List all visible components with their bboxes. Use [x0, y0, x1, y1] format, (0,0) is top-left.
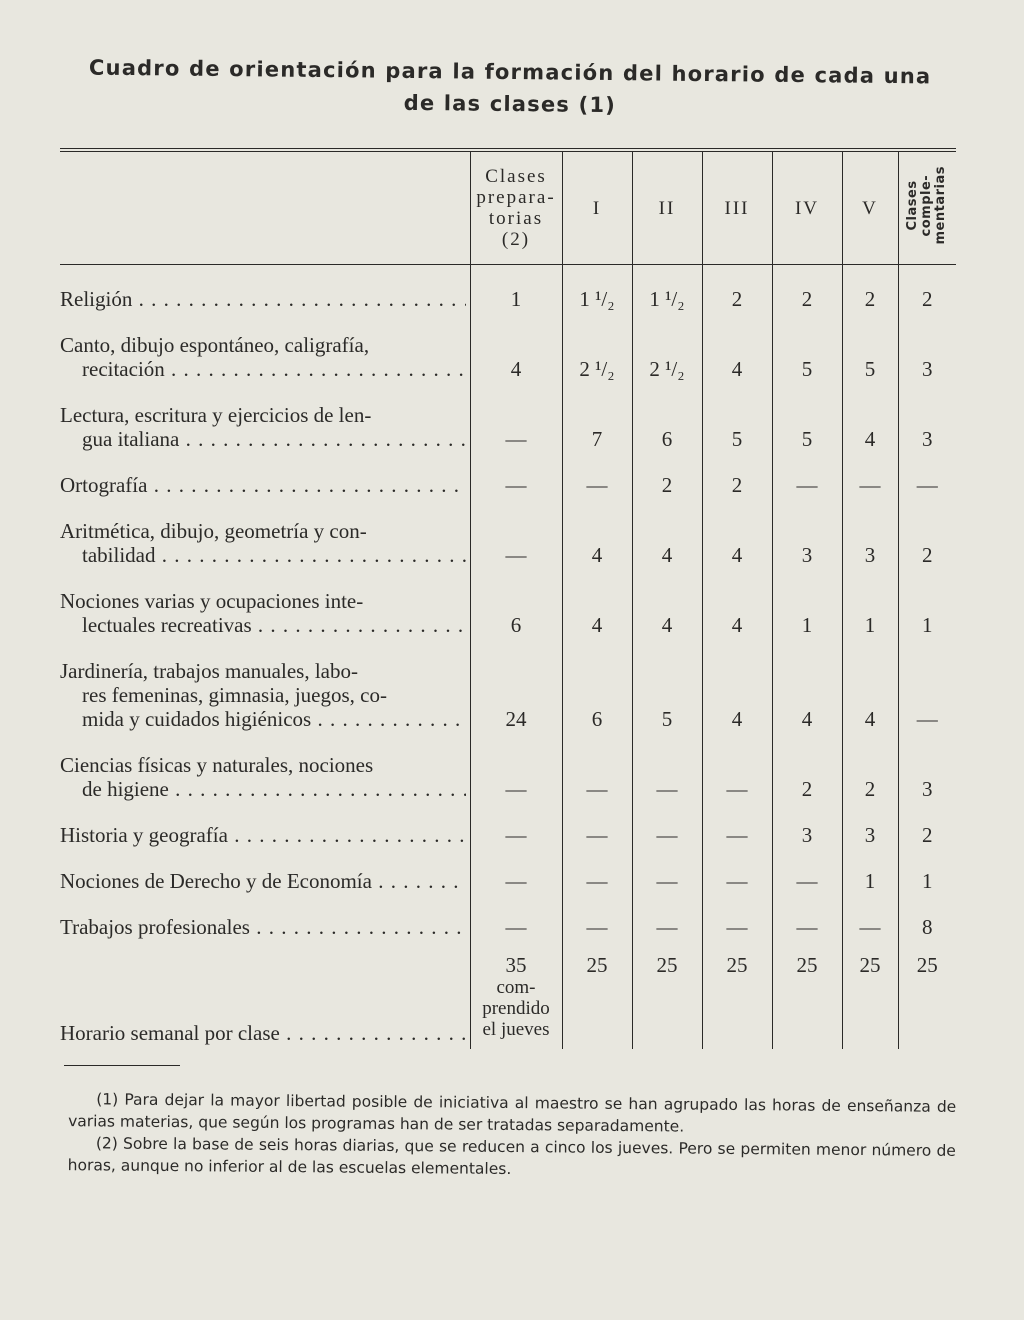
value-class-v: 25 [842, 943, 898, 1049]
value-class-ii: 5 [632, 641, 702, 735]
value-prep: — [470, 805, 562, 851]
value-class-iv: — [772, 455, 842, 501]
header-class-iii: III [702, 150, 772, 265]
subject-text: gua italiana . . . [60, 427, 466, 451]
table-row [60, 805, 956, 851]
table-row [60, 735, 956, 805]
value-complementarias: 8 [898, 897, 956, 943]
title-line-1: Cuadro de orientación para la formación del horario de cada una [88, 55, 932, 89]
value-class-iv: 3 [772, 805, 842, 851]
subject-text: de higiene . . . [60, 777, 466, 801]
value-class-iii: 4 [702, 501, 772, 571]
subject-cell [60, 641, 470, 735]
value-complementarias: — [898, 641, 956, 735]
value-prep: — [470, 455, 562, 501]
value-class-ii: 6 [632, 385, 702, 455]
value-complementarias: 3 [898, 385, 956, 455]
value-complementarias: 25 [898, 943, 956, 1049]
value-class-ii: 1 ¹/₂ [632, 265, 702, 316]
table-body [60, 265, 956, 1050]
value-prep: — [470, 735, 562, 805]
value-prep: — [470, 501, 562, 571]
value-class-ii: 2 ¹/₂ [632, 315, 702, 385]
value-class-v: 1 [842, 851, 898, 897]
subject-cell [60, 315, 470, 385]
value-class-ii: — [632, 805, 702, 851]
value-class-iii: 4 [702, 571, 772, 641]
value-class-i: — [562, 851, 632, 897]
value-prep: 6 [470, 571, 562, 641]
value-complementarias: 3 [898, 735, 956, 805]
header-row [60, 150, 956, 265]
value-class-v: 2 [842, 735, 898, 805]
subject-text: Horario semanal por clase . . . [60, 1021, 466, 1045]
subject-cell [60, 851, 470, 897]
value-class-i: 1 ¹/₂ [562, 265, 632, 316]
table-row [60, 315, 956, 385]
value-class-i: — [562, 735, 632, 805]
schedule-table-container [60, 148, 956, 1048]
header-class-i: I [562, 150, 632, 265]
table-row [60, 571, 956, 641]
value-class-iv: — [772, 897, 842, 943]
subject-text: Nociones varias y ocupaciones inte- [60, 589, 364, 613]
value-complementarias: 3 [898, 315, 956, 385]
value-class-iv: — [772, 851, 842, 897]
value-complementarias: 2 [898, 265, 956, 316]
subject-cell [60, 943, 470, 1049]
subject-text: Religión . . . [60, 287, 466, 311]
value-class-v: 1 [842, 571, 898, 641]
value-class-i: 2 ¹/₂ [562, 315, 632, 385]
subject-text: Canto, dibujo espontáneo, caligrafía, [60, 333, 370, 357]
value-class-v: 3 [842, 805, 898, 851]
subject-cell [60, 455, 470, 501]
note-line: com- [496, 977, 536, 998]
value-class-iii: — [702, 851, 772, 897]
value-class-i: 7 [562, 385, 632, 455]
value-prep: 4 [470, 315, 562, 385]
value-complementarias: 2 [898, 501, 956, 571]
value-class-ii: — [632, 897, 702, 943]
header-complementarias: Clases comple- mentarias [898, 150, 956, 265]
subject-text: res femeninas, gimnasia, juegos, co- [82, 683, 387, 707]
value-prep: 1 [470, 265, 562, 316]
value-class-i: — [562, 897, 632, 943]
value-class-ii: 2 [632, 455, 702, 501]
note-line: el jueves [482, 1019, 550, 1040]
value-class-iii: 2 [702, 455, 772, 501]
value-class-iv: 2 [772, 265, 842, 316]
subject-text: Trabajos profesionales . . . [60, 915, 466, 939]
subject-text: tabilidad . . . [60, 543, 466, 567]
value-class-iii: 4 [702, 315, 772, 385]
subject-cell [60, 571, 470, 641]
value-class-v: 2 [842, 265, 898, 316]
footnote-1: (1) Para dejar la mayor libertad posible de iniciativa al maestro se han agrupado las horas de enseñanza de varias materias, que según los programas han de ser tratadas separadamente. [68, 1090, 957, 1136]
subject-cell [60, 385, 470, 455]
value-class-ii: — [632, 851, 702, 897]
subject-header [60, 150, 470, 265]
table-row [60, 455, 956, 501]
value-class-iii: 25 [702, 943, 772, 1049]
value-class-v: 4 [842, 385, 898, 455]
schedule-table [60, 148, 956, 1049]
value-class-v: 4 [842, 641, 898, 735]
value-class-iv: 25 [772, 943, 842, 1049]
value-class-i: 6 [562, 641, 632, 735]
subject-text: recitación . . . [60, 357, 466, 381]
value-class-iv: 2 [772, 735, 842, 805]
subject-cell [60, 805, 470, 851]
table-row [60, 501, 956, 571]
value-class-iii: — [702, 897, 772, 943]
value-complementarias: 2 [898, 805, 956, 851]
value-class-iv: 1 [772, 571, 842, 641]
value-class-iii: — [702, 735, 772, 805]
value-class-iii: 4 [702, 641, 772, 735]
value-class-iv: 5 [772, 385, 842, 455]
value-class-iii: 5 [702, 385, 772, 455]
header-class-ii: II [632, 150, 702, 265]
value-class-i: 4 [562, 571, 632, 641]
footnotes [68, 1088, 957, 1184]
value-class-ii: 4 [632, 501, 702, 571]
value-class-i: 25 [562, 943, 632, 1049]
value-class-v: 3 [842, 501, 898, 571]
subject-text: Historia y geografía . . . [60, 823, 466, 847]
value-class-iv: 4 [772, 641, 842, 735]
subject-text: Lectura, escritura y ejercicios de len- [60, 403, 372, 427]
table-row [60, 897, 956, 943]
subject-cell [60, 897, 470, 943]
subject-cell [60, 265, 470, 316]
table-title [70, 51, 951, 124]
value-class-i: — [562, 455, 632, 501]
value-class-i: 4 [562, 501, 632, 571]
footnote-divider [64, 1065, 180, 1066]
value-class-i: — [562, 805, 632, 851]
value-prep: — [470, 385, 562, 455]
subject-text: Ciencias físicas y naturales, nociones [60, 753, 374, 777]
value-class-ii: 25 [632, 943, 702, 1049]
table-row [60, 385, 956, 455]
value-prep: 24 [470, 641, 562, 735]
value-complementarias: 1 [898, 571, 956, 641]
header-prep: Clases prepara- torias (2) [470, 150, 562, 265]
footnote-2: (2) Sobre la base de seis horas diarias, que se reducen a cinco los jueves. Pero se permiten menor número de horas, aunque no inferior al de las escuelas elementales. [67, 1134, 956, 1178]
value-complementarias: 1 [898, 851, 956, 897]
title-line-2: de las clases (1) [403, 90, 617, 118]
subject-text: Ortografía . . . [60, 473, 466, 497]
subject-text: Aritmética, dibujo, geometría y con- [60, 519, 367, 543]
value-complementarias: — [898, 455, 956, 501]
value-class-v: — [842, 455, 898, 501]
value-class-ii: 4 [632, 571, 702, 641]
subject-text: lectuales recreativas . . . [60, 613, 466, 637]
subject-text: mida y cuidados higiénicos . . . [60, 707, 466, 731]
note-line: prendido [482, 998, 550, 1019]
value-prep: — [470, 897, 562, 943]
table-row [60, 641, 956, 735]
header-class-v: V [842, 150, 898, 265]
subject-text: Nociones de Derecho y de Economía . . . [60, 869, 466, 893]
subject-text: Jardinería, trabajos manuales, labo- [60, 659, 358, 683]
value-prep: 35 com- prendido el jueves [470, 943, 562, 1049]
value-class-v: — [842, 897, 898, 943]
value-prep: — [470, 851, 562, 897]
value-class-v: 5 [842, 315, 898, 385]
value-class-iii: 2 [702, 265, 772, 316]
header-class-iv: IV [772, 150, 842, 265]
value-class-iv: 5 [772, 315, 842, 385]
value-class-ii: — [632, 735, 702, 805]
table-row [60, 851, 956, 897]
value-class-iii: — [702, 805, 772, 851]
table-row [60, 943, 956, 1049]
subject-cell [60, 501, 470, 571]
subject-cell [60, 735, 470, 805]
table-row [60, 265, 956, 316]
value-class-iv: 3 [772, 501, 842, 571]
